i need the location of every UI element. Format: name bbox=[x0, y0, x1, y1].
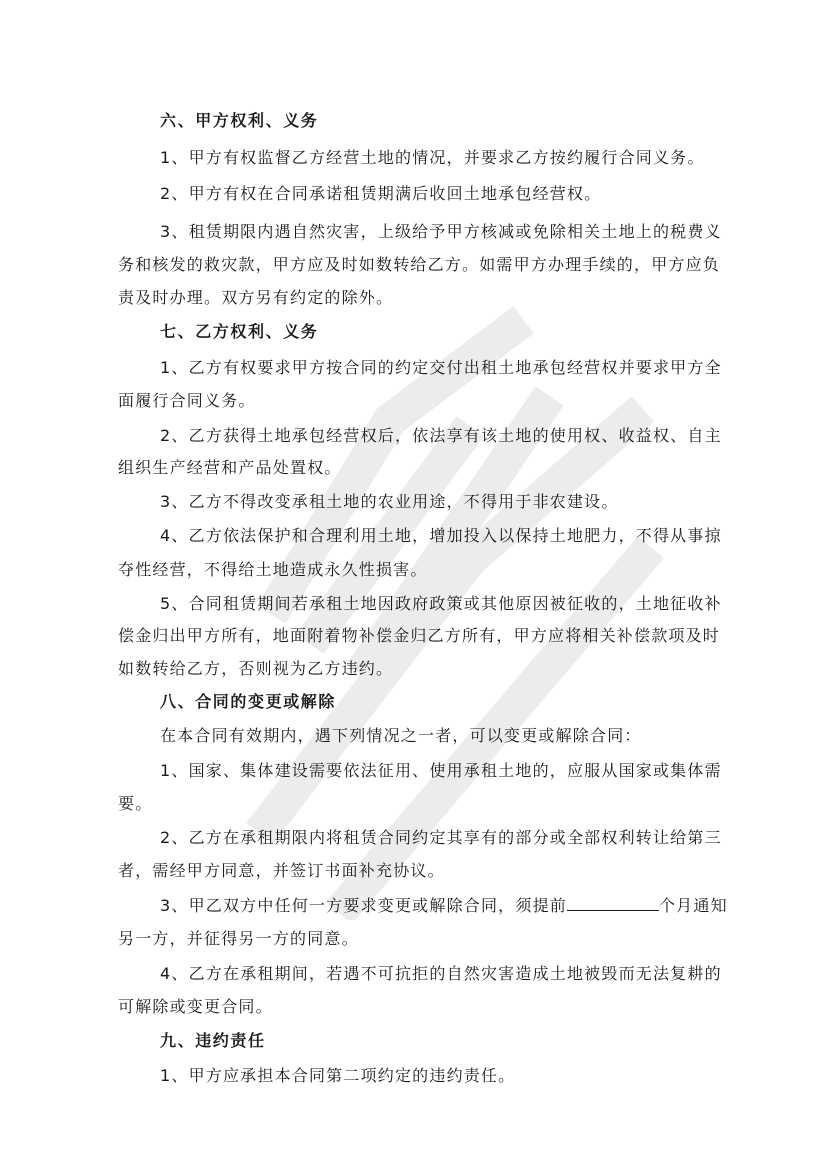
section-8-item-3-suffix: 个月通知 bbox=[658, 896, 728, 915]
section-7-item-2-line-1: 2、乙方获得土地承包经营权后，依法享有该土地的使用权、收益权、自主 bbox=[160, 426, 722, 445]
section-7-item-1-line-1: 1、乙方有权要求甲方按合同的约定交付出租土地承包经营权并要求甲方全 bbox=[160, 358, 722, 377]
section-8-intro: 在本合同有效期内，遇下列情况之一者，可以变更或解除合同： bbox=[160, 726, 642, 745]
section-8-item-1-line-1: 1、国家、集体建设需要依法征用、使用承租土地的，应服从国家或集体需 bbox=[160, 761, 722, 780]
section-6-heading: 六、甲方权利、义务 bbox=[160, 111, 319, 130]
section-8-item-4-line-1: 4、乙方在承租期间，若遇不可抗拒的自然灾害造成土地被毁而无法复耕的 bbox=[160, 964, 722, 983]
section-7-item-2-line-2: 组织生产经营和产品处置权。 bbox=[118, 458, 342, 477]
section-7-item-5-line-2: 偿金归出甲方所有，地面附着物补偿金归乙方所有，甲方应将相关补偿款项及时 bbox=[118, 626, 721, 645]
section-7-item-4-line-2: 夺性经营，不得给土地造成永久性损害。 bbox=[118, 560, 428, 579]
section-8-heading: 八、合同的变更或解除 bbox=[160, 692, 337, 711]
section-6-item-1: 1、甲方有权监督乙方经营土地的情况，并要求乙方按约履行合同义务。 bbox=[160, 148, 705, 167]
section-8-item-3-text: 3、甲乙双方中任何一方要求变更或解除合同，须提前 bbox=[160, 896, 567, 915]
section-7-item-5-line-3: 如数转给乙方，否则视为乙方违约。 bbox=[118, 659, 394, 678]
section-6-item-3-line-2: 务和核发的救灾款，甲方应及时如数转给乙方。如需甲方办理手续的，甲方应负 bbox=[118, 255, 721, 274]
section-8-item-2-line-2: 者，需经甲方同意，并签订书面补充协议。 bbox=[118, 861, 445, 880]
months-fill-blank[interactable] bbox=[567, 896, 659, 911]
section-8-item-1-line-2: 要。 bbox=[118, 794, 153, 813]
section-7-item-1-line-2: 面履行合同义务。 bbox=[118, 391, 256, 410]
section-6-item-3-line-3: 责及时办理。双方另有约定的除外。 bbox=[118, 288, 394, 307]
section-7-item-5-line-1: 5、合同租赁期间若承租土地因政府政策或其他原因被征收的，土地征收补 bbox=[160, 594, 722, 613]
section-7-item-4-line-1: 4、乙方依法保护和合理利用土地，增加投入以保持土地肥力，不得从事掠 bbox=[160, 526, 722, 545]
section-6-item-2: 2、甲方有权在合同承诺租赁期满后收回土地承包经营权。 bbox=[160, 184, 602, 203]
section-8-item-2-line-1: 2、乙方在承租期限内将租赁合同约定其享有的部分或全部权利转让给第三 bbox=[160, 828, 722, 847]
section-9-item-1: 1、甲方应承担本合同第二项约定的违约责任。 bbox=[160, 1066, 516, 1085]
section-7-heading: 七、乙方权利、义务 bbox=[160, 322, 319, 341]
section-9-heading: 九、违约责任 bbox=[160, 1031, 266, 1050]
section-8-item-4-line-2: 可解除或变更合同。 bbox=[118, 997, 273, 1016]
section-6-item-3-line-1: 3、租赁期限内遇自然灾害，上级给予甲方核减或免除相关土地上的税费义 bbox=[160, 222, 722, 241]
section-8-item-3-line-2: 另一方，并征得另一方的同意。 bbox=[118, 929, 359, 948]
section-8-item-3-line-1 bbox=[160, 896, 728, 916]
section-7-item-3: 3、乙方不得改变承租土地的农业用途，不得用于非农建设。 bbox=[160, 492, 619, 511]
